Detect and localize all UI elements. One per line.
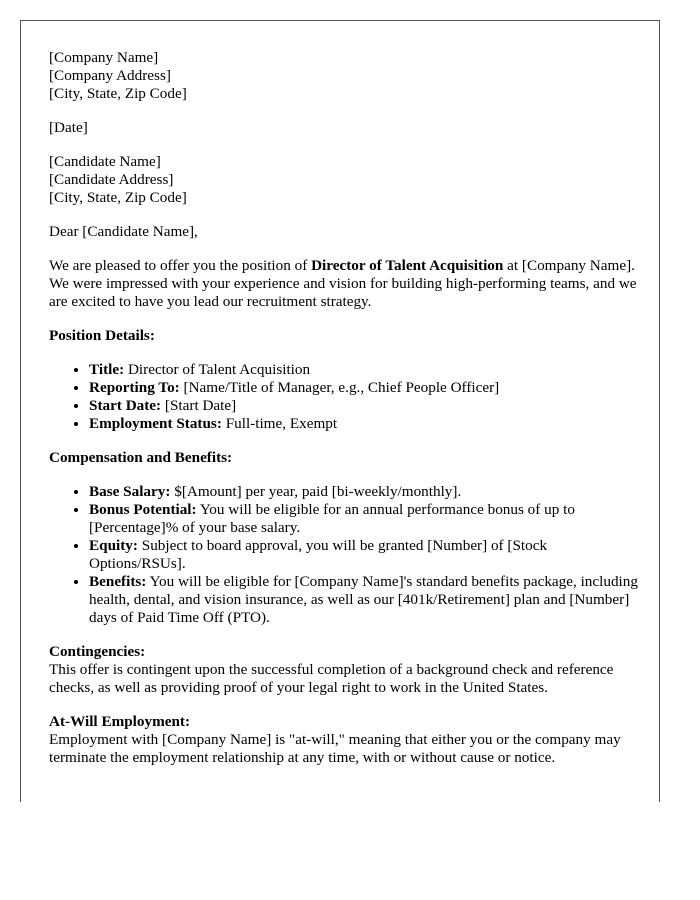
list-item bbox=[89, 415, 639, 433]
recipient-address bbox=[49, 153, 639, 207]
letter-date: [Date] bbox=[49, 119, 88, 136]
recipient-address-line: [Candidate Address] bbox=[49, 171, 174, 188]
sender-address bbox=[49, 49, 639, 103]
item-label: Base Salary: bbox=[89, 483, 171, 500]
intro-after: at [Company Name]. We were impressed with your experience and vision for building high-performing teams, and we are excited to have you lead our recruitment strategy. bbox=[49, 257, 637, 310]
list-item bbox=[89, 483, 639, 501]
intro-paragraph bbox=[49, 257, 639, 311]
item-text: [Start Date] bbox=[161, 397, 237, 414]
at-will-text: Employment with [Company Name] is "at-will," meaning that either you or the company may terminate the employment relationship at any time, with or without cause or notice. bbox=[49, 731, 621, 766]
recipient-name: [Candidate Name] bbox=[49, 153, 161, 170]
list-item bbox=[89, 501, 639, 537]
position-details-heading: Position Details: bbox=[49, 327, 155, 344]
salutation: Dear [Candidate Name], bbox=[49, 223, 198, 240]
item-label: Equity: bbox=[89, 537, 138, 554]
recipient-city-state-zip: [City, State, Zip Code] bbox=[49, 189, 187, 206]
item-label: Start Date: bbox=[89, 397, 162, 414]
item-label: Benefits: bbox=[89, 573, 147, 590]
compensation-list bbox=[49, 483, 639, 627]
item-text: [Name/Title of Manager, e.g., Chief People Officer] bbox=[179, 379, 500, 396]
list-item bbox=[89, 379, 639, 397]
item-label: Title: bbox=[89, 361, 125, 378]
list-item bbox=[89, 397, 639, 415]
compensation-heading: Compensation and Benefits: bbox=[49, 449, 233, 466]
sender-company-name: [Company Name] bbox=[49, 49, 159, 66]
item-label: Reporting To: bbox=[89, 379, 180, 396]
list-item bbox=[89, 573, 639, 627]
list-item bbox=[89, 537, 639, 573]
intro-position: Director of Talent Acquisition bbox=[311, 257, 504, 274]
letter-content bbox=[49, 49, 639, 783]
position-details-list bbox=[49, 361, 639, 433]
contingencies-heading: Contingencies: bbox=[49, 643, 146, 660]
item-text: You will be eligible for an annual performance bonus of up to [Percentage]% of your base salary. bbox=[89, 501, 575, 536]
list-item bbox=[89, 361, 639, 379]
intro-before: We are pleased to offer you the position of bbox=[49, 257, 312, 274]
item-label: Employment Status: bbox=[89, 415, 222, 432]
item-text: You will be eligible for [Company Name]'s standard benefits package, including health, dental, and vision insurance, as well as our [401k/Retirement] plan and [Number] days of Paid Time Off (PTO). bbox=[89, 573, 638, 626]
item-text: Director of Talent Acquisition bbox=[124, 361, 311, 378]
sender-city-state-zip: [City, State, Zip Code] bbox=[49, 85, 187, 102]
item-text: Subject to board approval, you will be granted [Number] of [Stock Options/RSUs]. bbox=[89, 537, 548, 572]
contingencies-text: This offer is contingent upon the successful completion of a background check and reference checks, as well as providing proof of your legal right to work in the United States. bbox=[49, 661, 614, 696]
at-will-heading: At-Will Employment: bbox=[49, 713, 191, 730]
sender-company-address: [Company Address] bbox=[49, 67, 171, 84]
offer-letter-page bbox=[20, 20, 660, 802]
item-text: $[Amount] per year, paid [bi-weekly/monthly]. bbox=[170, 483, 462, 500]
item-text: Full-time, Exempt bbox=[221, 415, 338, 432]
item-label: Bonus Potential: bbox=[89, 501, 197, 518]
